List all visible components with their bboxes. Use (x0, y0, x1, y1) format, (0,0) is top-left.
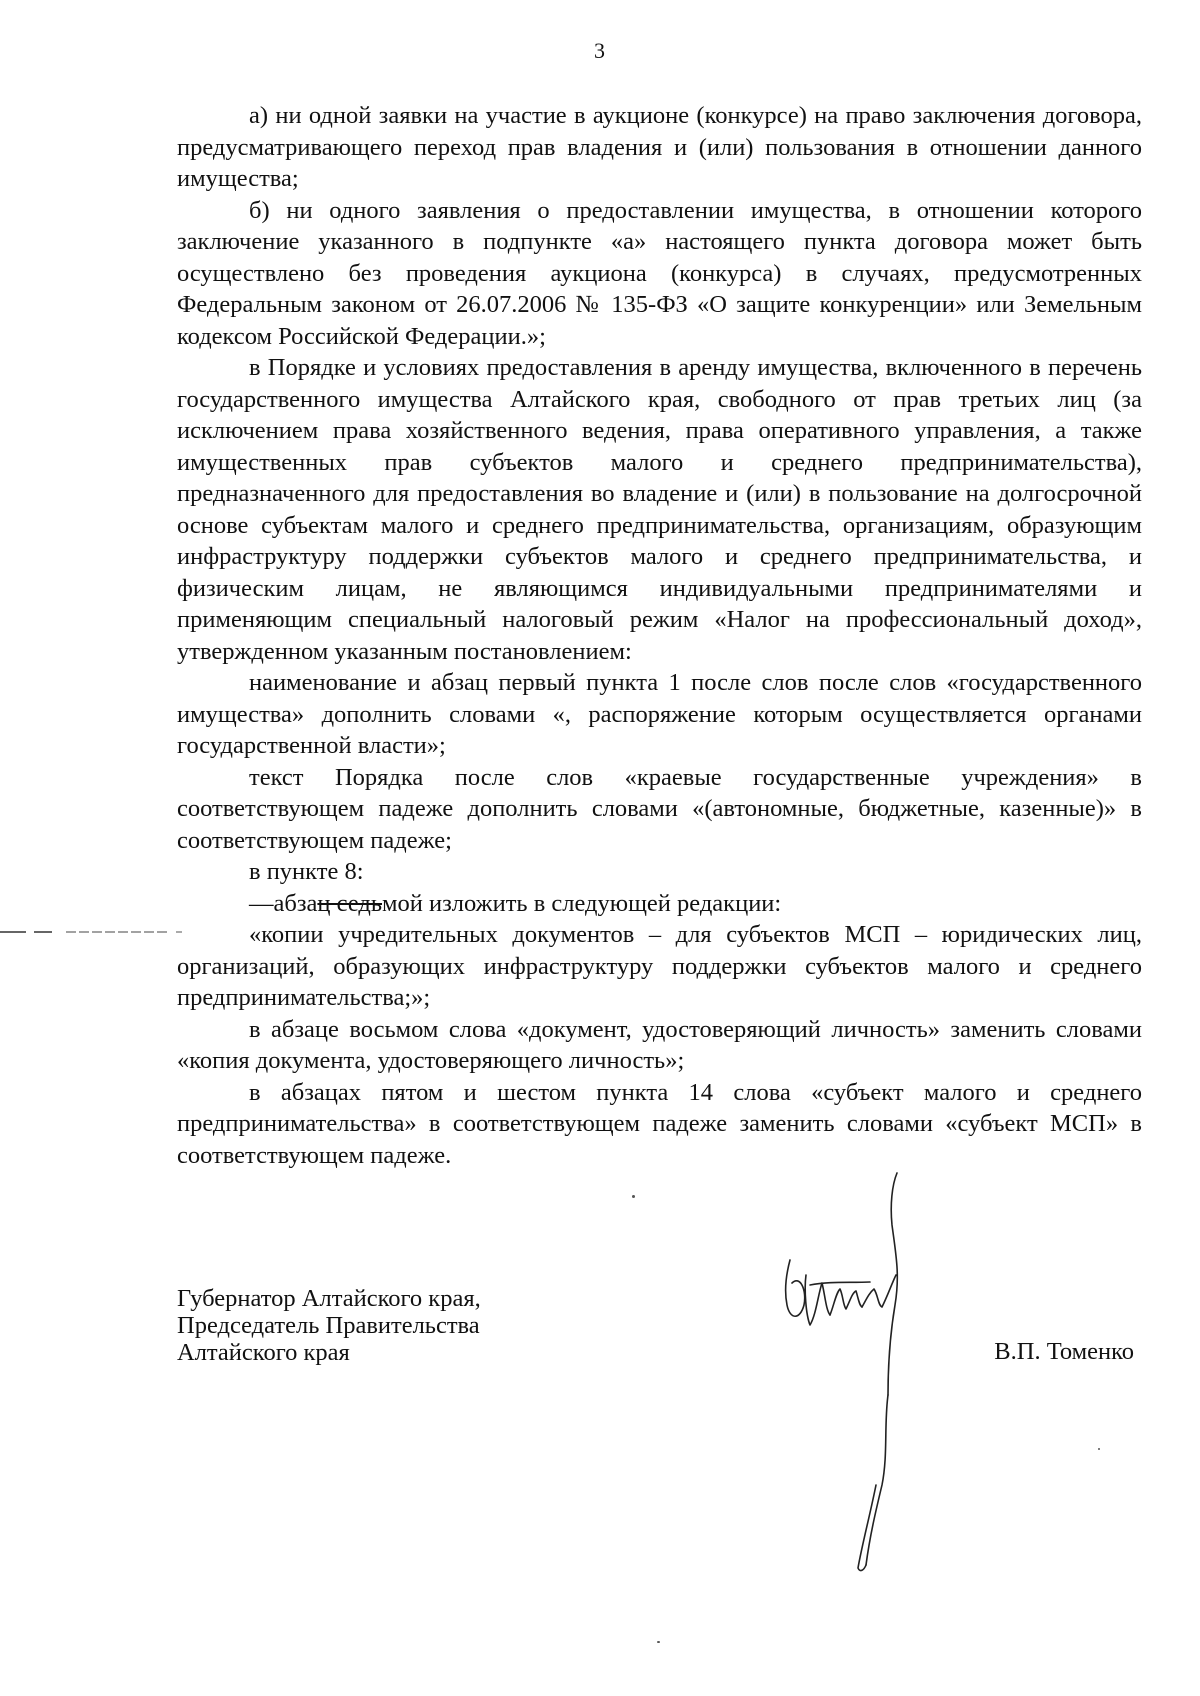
signatory-title-line: Алтайского края (177, 1339, 350, 1366)
signatory-title-line: Председатель Правительства (177, 1312, 480, 1339)
scan-speck (1098, 1448, 1100, 1450)
handwritten-signature (770, 1165, 940, 1585)
paragraph-tekst-poryadka: текст Порядка после слов «краевые государственные учреждения» в соответствующем падеже дополнить словами «(автономные, бюджетные, казенные)» в соответствующем падеже; (177, 763, 1142, 854)
paragraph-naimenovanie: наименование и абзац первый пункта 1 после слов после слов «государственного имущества» дополнить словами «, распоряжение которым осуществляется органами государственной власти»; (177, 669, 1142, 759)
paragraph-b: б) ни одного заявления о предоставлении имущества, в отношении которого заключение указанного в подпункте «а» настоящего пункта договора может быть осуществлено без проведения аукциона (конкурса) в случаях, предусмотренных Федеральным законом от 26.07.2006 № 135-ФЗ «О защите конкуренции» или Земельным кодексом Российской Федерации.»; (177, 196, 1142, 350)
struck-text-before: абза (273, 889, 318, 917)
page-number: 3 (594, 38, 606, 63)
paragraph-abzac-sedmoy: —абзац седьмой изложить в следующей редакции: (249, 889, 782, 917)
signer-name: В.П. Томенко (994, 1338, 1134, 1365)
paragraph-poryadok: в Порядке и условиях предоставления в аренду имущества, включенного в перечень государственного имущества Алтайского края, свободного от прав третьих лиц (за исключением права хозяйственного ведения, права оперативного управления, а также имущественных прав субъектов малого и среднего предпринимательства), предназначенного для предоставления во владение и (или) в пользование на долгосрочной основе субъектам малого и среднего предпринимательства, организациям, образующим инфраструктуру поддержки субъектов малого и среднего предпринимательства, и физическим лицам, не являющимся индивидуальными предпринимателями и применяющим специальный налоговый режим «Налог на профессиональный доход», утвержденном указанным постановлением: (177, 354, 1142, 665)
document-body (177, 100, 1142, 1171)
paragraph-punkt-8: в пункте 8: (249, 858, 364, 885)
paragraph-punkt-14: в абзацах пятом и шестом пункта 14 слова «субъект малого и среднего предпринимательства» в соответствующем падеже заменить словами «субъект МСП» в соответствующем падеже. (177, 1078, 1142, 1169)
scan-speck (632, 1195, 635, 1198)
signatory-title-line: Губернатор Алтайского края, (177, 1285, 481, 1312)
struck-text-after: мой изложить в следующей редакции: (382, 889, 782, 917)
scan-speck (657, 1641, 660, 1643)
paragraph-a: а) ни одной заявки на участие в аукционе (конкурсе) на право заключения договора, предусматривающего переход прав владения и (или) пользования в отношении данного имущества; (177, 102, 1142, 192)
struck-text: ц седь (317, 889, 383, 917)
signatory-title (177, 1285, 481, 1366)
paragraph-abzac-vosmoy: в абзаце восьмом слова «документ, удостоверяющий личность» заменить словами «копия документа, удостоверяющего личность»; (177, 1015, 1142, 1074)
paragraph-kopii: «копии учредительных документов – для субъектов МСП – юридических лиц, организаций, образующих инфраструктуру поддержки субъектов малого и среднего предпринимательства;»; (177, 921, 1142, 1011)
